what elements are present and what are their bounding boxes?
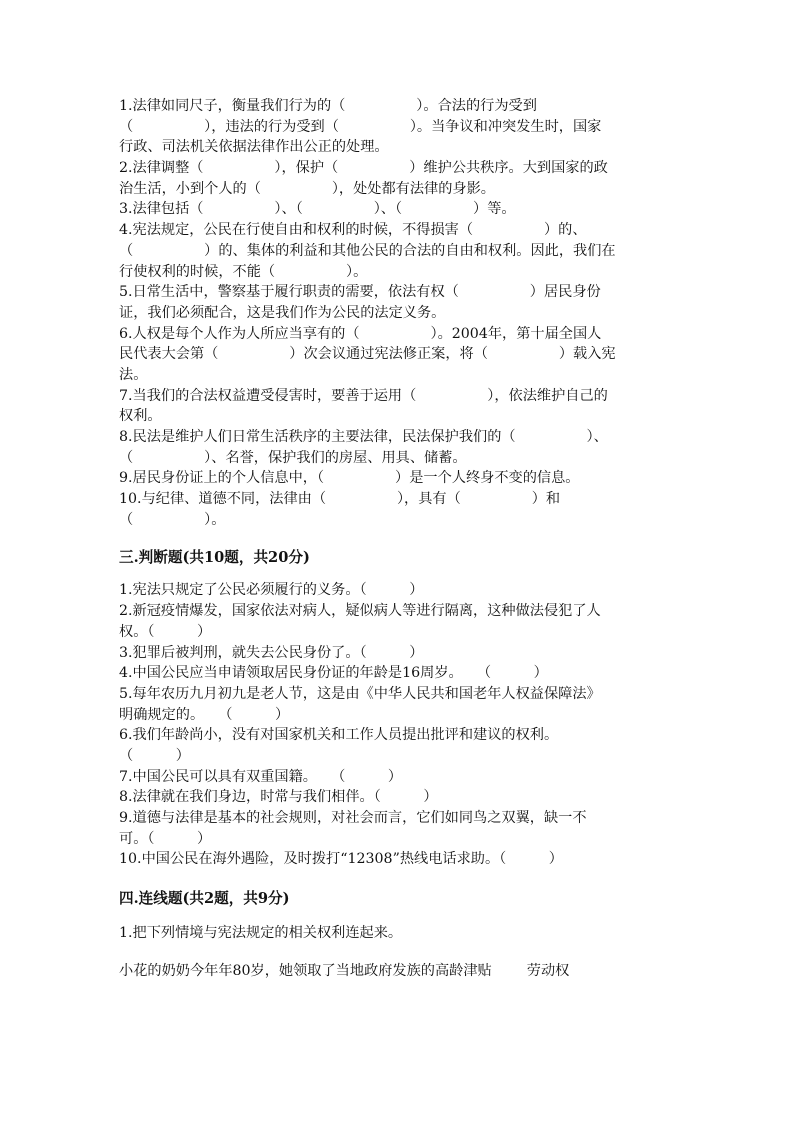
- judgment-line: 2.新冠疫情爆发，国家依法对病人，疑似病人等进行隔离，这种做法侵犯了人: [119, 603, 601, 620]
- judgment-line: 10.中国公民在海外遇险，及时拨打“12308”热线电话求助。（ ）: [119, 851, 563, 868]
- exam-content: [119, 96, 679, 981]
- question-line: 法。: [119, 366, 148, 383]
- question-line: 4.宪法规定，公民在行使自由和权利的时候，不得损害（ ）的、: [119, 222, 587, 239]
- judgment-line: 3.犯罪后被判刑，就失去公民身份了。（ ）: [119, 644, 424, 661]
- judgment-line: 1.宪法只规定了公民必须履行的义务。（ ）: [119, 582, 424, 599]
- matching-right-label: 劳动权: [526, 962, 570, 979]
- judgment-line: 9.道德与法律是基本的社会规则，对社会而言，它们如同鸟之双翼，缺一不: [119, 810, 587, 826]
- question-line: 治生活，小到个人的（ ），处处都有法律的身影。: [119, 180, 495, 197]
- question-line: 9.居民身份证上的个人信息中，（ ）是一个人终身不变的信息。: [119, 470, 580, 487]
- judgment-line: 4.中国公民应当申请领取居民身份证的年龄是16周岁。 （ ）: [119, 665, 548, 682]
- question-line: 证，我们必须配合，这是我们作为公民的法定义务。: [119, 304, 446, 321]
- judgment-line: （ ）: [119, 747, 190, 764]
- question-line: 7.当我们的合法权益遭受侵害时，要善于运用（ ），依法维护自己的: [119, 387, 608, 404]
- judgment-line: 8.法律就在我们身边，时常与我们相伴。（ ）: [119, 789, 438, 806]
- question-line: （ ）的、集体的利益和其他公民的合法的自由和权利。因此，我们在: [119, 242, 616, 259]
- question-line: 行使权利的时候，不能（ ）。: [119, 263, 368, 280]
- question-line: 5.日常生活中，警察基于履行职责的需要，依法有权（ ）居民身份: [119, 284, 601, 301]
- question-line: 权利。: [119, 408, 162, 425]
- question-line: 行政、司法机关依据法律作出公正的处理。: [119, 139, 389, 156]
- judgment-line: 5.每年农历九月初九是老人节，这是由《中华人民共和国老年人权益保障法》: [119, 685, 601, 702]
- judgment-line: 6.我们年龄尚小，没有对国家机关和工作人员提出批评和建议的权利。: [119, 727, 559, 744]
- section-heading-matching: 四.连线题(共2题，共9分): [119, 890, 290, 908]
- fill-in-blank-questions: [119, 96, 679, 530]
- question-line: （ ），违法的行为受到（ ）。当争议和冲突发生时，国家: [119, 118, 602, 135]
- judgment-line: 权。（ ）: [119, 623, 212, 640]
- question-line: 1.法律如同尺子，衡量我们行为的（ ）。合法的行为受到: [119, 98, 537, 114]
- question-line: 8.民法是维护人们日常生活秩序的主要法律，民法保护我们的（ ）、: [119, 429, 608, 445]
- question-line: 6.人权是每个人作为人所应当享有的（ ）。2004年，第十届全国人: [119, 325, 602, 342]
- true-false-questions: [119, 580, 679, 870]
- matching-instruction: 1.把下列情境与宪法规定的相关权利连起来。: [119, 925, 403, 942]
- question-line: （ ）、名誉，保护我们的房屋、用具、储蓄。: [119, 449, 467, 466]
- matching-scenario: 小花的奶奶今年年80岁，她领取了当地政府发族的高龄津贴: [119, 962, 492, 979]
- judgment-line: 可。（ ）: [119, 830, 212, 847]
- judgment-line: 7.中国公民可以具有双重国籍。 （ ）: [119, 768, 403, 785]
- question-line: 10.与纪律、道德不同，法律由（ ），具有（ ）和: [119, 491, 561, 508]
- question-line: 民代表大会第（ ）次会议通过宪法修正案，将（ ）载入宪: [119, 346, 616, 363]
- question-line: 2.法律调整（ ），保护（ ）维护公共秩序。大到国家的政: [119, 160, 608, 177]
- matching-row: [119, 961, 679, 982]
- section-heading-true-false: 三.判断题(共10题，共20分): [119, 549, 310, 567]
- question-line: （ ）。: [119, 511, 226, 528]
- judgment-line: 明确规定的。 （ ）: [119, 706, 290, 723]
- question-line: 3.法律包括（ ）、（ ）、（ ）等。: [119, 201, 516, 218]
